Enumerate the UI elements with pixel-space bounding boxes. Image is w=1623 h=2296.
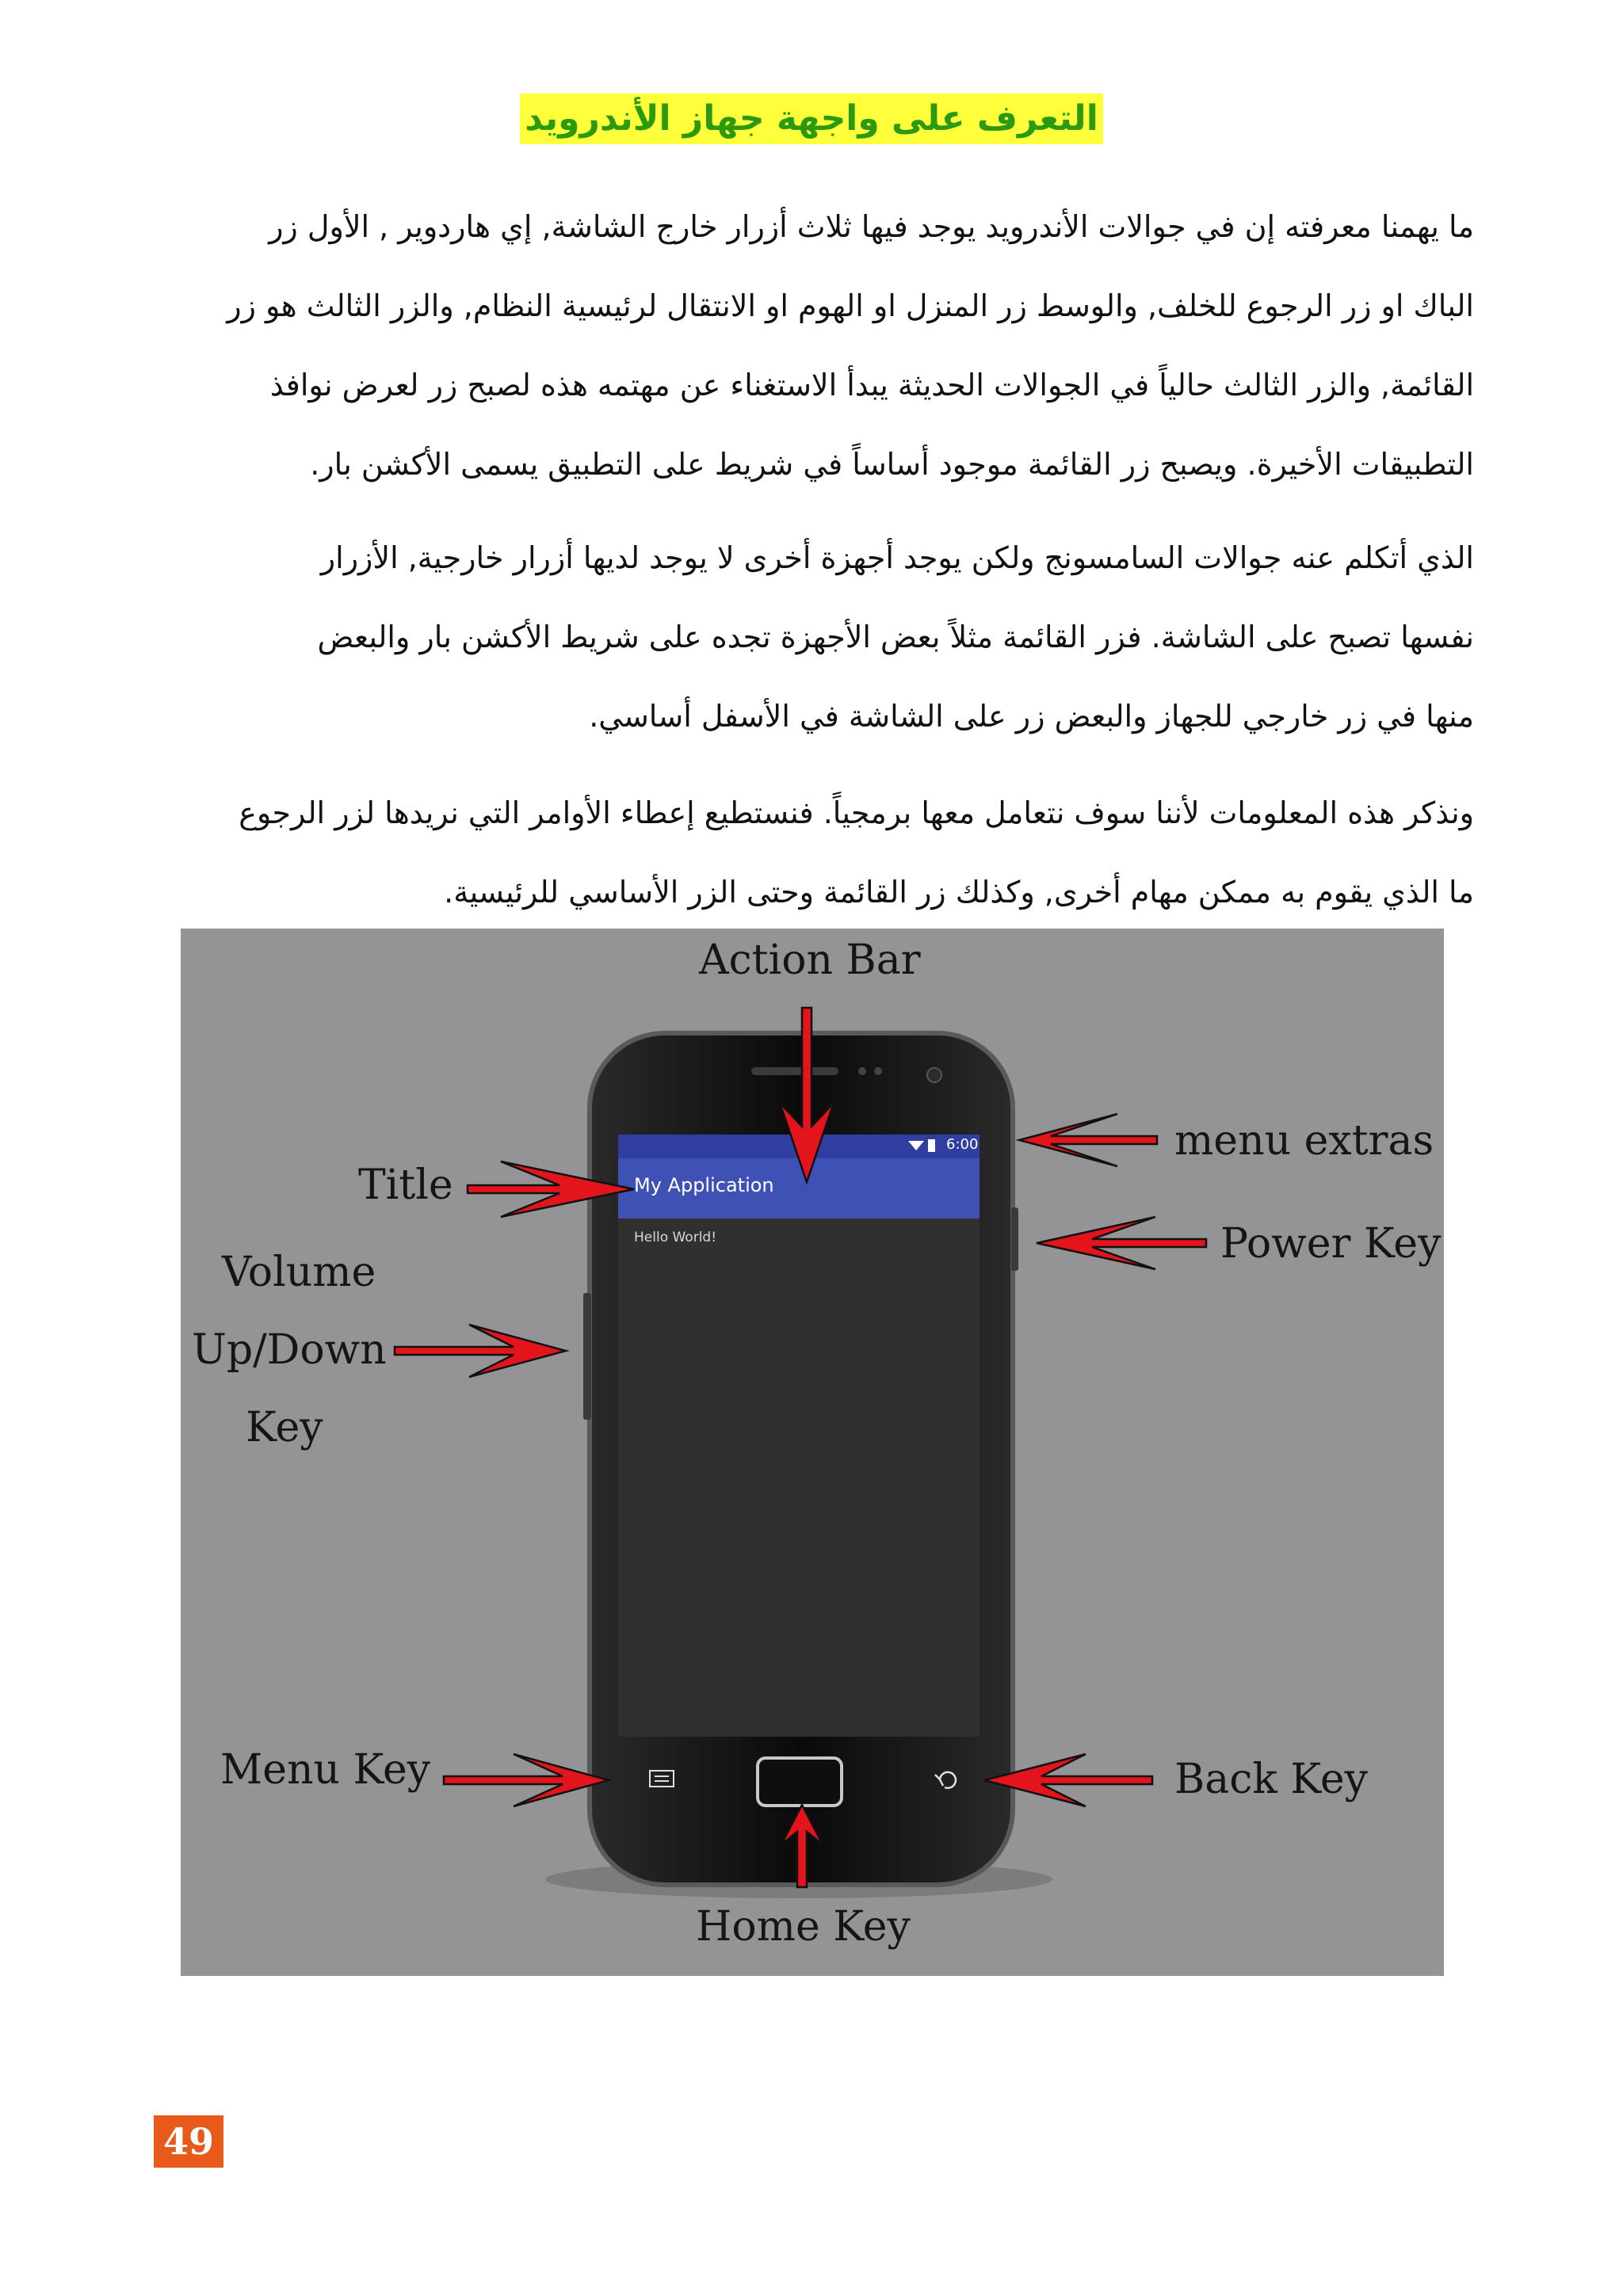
label-action-bar: Action Bar (699, 936, 921, 984)
label-back-key: Back Key (1174, 1756, 1368, 1803)
paragraph-line: نفسها تصبح على الشاشة. فزر القائمة مثلاً بعض الأجهزة تجده على شريط الأكشن بار والبعض (317, 620, 1474, 654)
home-key (758, 1758, 842, 1806)
paragraph-1 (158, 187, 1474, 504)
volume-key (583, 1293, 591, 1420)
paragraph-3 (158, 773, 1474, 932)
arrow-menu-key (444, 1754, 609, 1806)
page-title-wrap (0, 93, 1623, 144)
page-number: 49 (154, 2115, 223, 2168)
label-volume-line-3: Key (246, 1404, 323, 1451)
label-menu-key: Menu Key (220, 1746, 431, 1794)
label-volume-line-1: Volume (222, 1249, 376, 1296)
paragraph-line: ما الذي يقوم به ممكن مهام أخرى, وكذلك زر القائمة وحتى الزر الأساسي للرئيسية. (444, 875, 1474, 910)
paragraph-line: التطبيقات الأخيرة. ويصبح زر القائمة موجود أساساً في شريط على التطبيق يسمى الأكشن بار. (310, 447, 1474, 482)
paragraph-2 (158, 518, 1474, 756)
sensor-dot (874, 1067, 882, 1075)
label-home-key: Home Key (696, 1903, 911, 1951)
label-volume-line-2: Up/Down (192, 1326, 387, 1374)
arrow-menu-extras (1019, 1114, 1157, 1166)
paragraph-line: الذي أتكلم عنه جوالات السامسونج ولكن يوجد أجهزة أخرى لا يوجد لديها أزرار خارجية, الأزرار (320, 540, 1474, 575)
android-device-figure (181, 929, 1444, 1976)
label-menu-extras: menu extras (1174, 1117, 1434, 1165)
hello-world-text: Hello World! (634, 1230, 717, 1245)
arrow-volume (395, 1325, 566, 1377)
label-title: Title (358, 1161, 453, 1209)
phone-screen (618, 1135, 980, 1737)
app-title: My Application (634, 1174, 774, 1196)
status-time: 6:00 (946, 1136, 979, 1153)
power-key (1011, 1207, 1018, 1271)
phone-illustration (181, 929, 1444, 1976)
battery-icon (928, 1139, 935, 1152)
label-power-key: Power Key (1220, 1220, 1442, 1268)
sensor-dot (858, 1067, 866, 1075)
paragraph-line: الباك او زر الرجوع للخلف, والوسط زر المنزل او الهوم او الانتقال لرئيسية النظام, والزر الثالث هو زر (227, 288, 1474, 323)
page-title: التعرف على واجهة جهاز الأندرويد (520, 93, 1103, 144)
paragraph-line: منها في زر خارجي للجهاز والبعض زر على الشاشة في الأسفل أساسي. (589, 699, 1474, 734)
arrow-power-key (1037, 1217, 1206, 1269)
paragraph-line: ونذكر هذه المعلومات لأننا سوف نتعامل معها برمجياً. فنستطيع إعطاء الأوامر التي نريدها لزر الرجوع (239, 795, 1474, 830)
front-camera (927, 1068, 941, 1082)
paragraph-line: القائمة, والزر الثالث حالياً في الجوالات الحديثة يبدأ الاستغناء عن مهتمه هذه لصبح زر لعرض نوافذ (269, 368, 1474, 402)
paragraph-line: ما يهمنا معرفته إن في جوالات الأندرويد يوجد فيها ثلاث أزرار خارج الشاشة, إي هاردوير , الأول زر (269, 209, 1474, 244)
earpiece (751, 1067, 838, 1075)
